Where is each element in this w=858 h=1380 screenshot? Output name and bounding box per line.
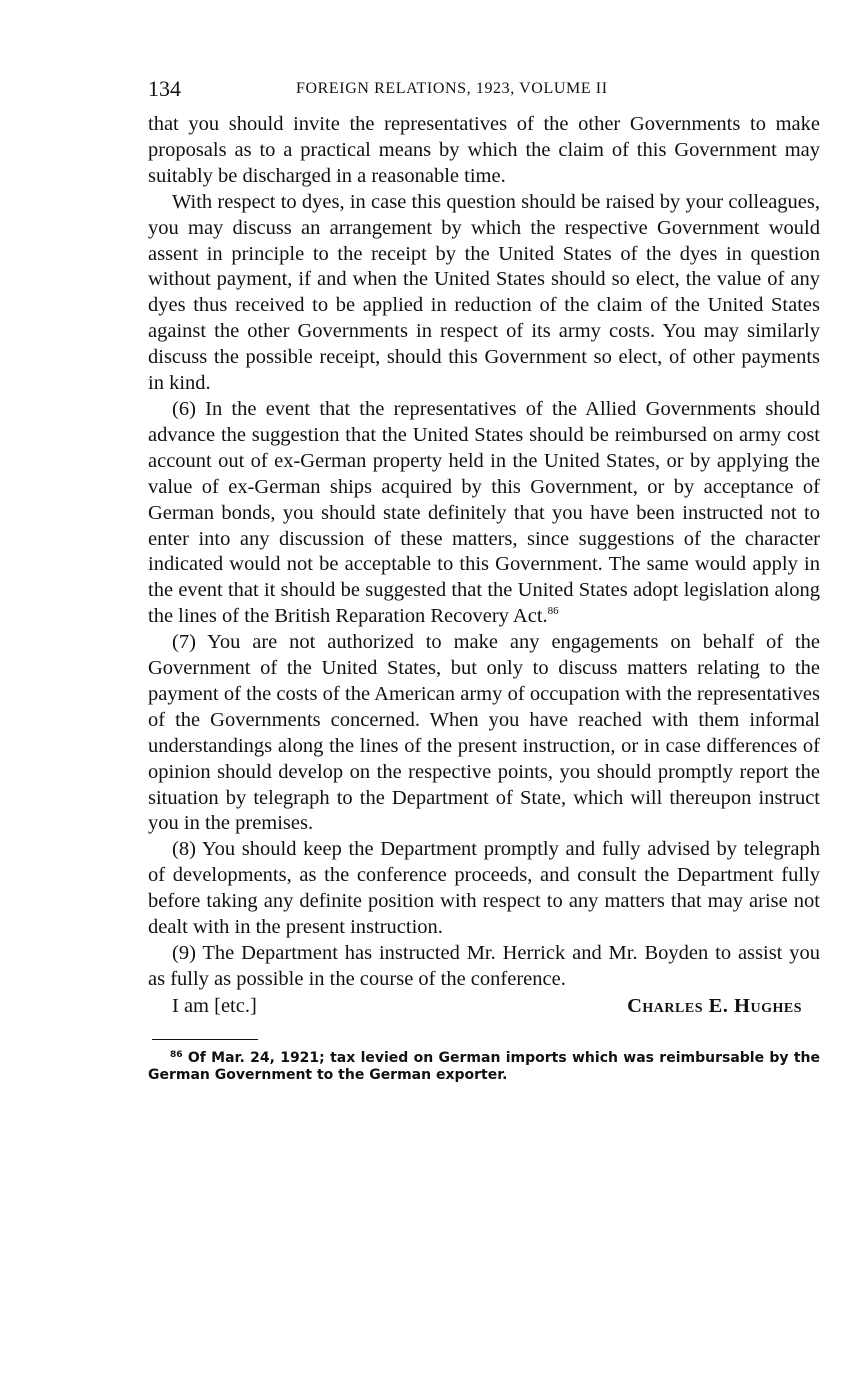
paragraph-6 [148, 397, 820, 630]
salutation: I am [etc.] [172, 994, 257, 1017]
body-text [148, 112, 820, 993]
footnote [148, 1050, 820, 1084]
footnote-reference: 86 [547, 605, 559, 618]
footnote-number: 86 [170, 1049, 183, 1060]
footnote-text: Of Mar. 24, 1921; tax levied on German imports which was reimbursable by the German Government to the German exporter. [148, 1049, 821, 1083]
paragraph-6-text: (6) In the event that the representatives of the Allied Governments should advance the suggestion that the United States should be reimbursed on army cost account out of ex-German property held in the United States, or by applying the value of ex-German ships acquired by this Government, or by acceptance of German bonds, you should state definitely that you have been instructed not to enter into any discussion of these matters, since suggestions of the character indicated would not be acceptable to this Government. The same would apply in the event that it should be suggested that the United States adopt legislation along the lines of the British Reparation Recovery Act. [148, 397, 820, 628]
paragraph-8: (8) You should keep the Department promptly and fully advised by telegraph of developments, as the conference proceeds, and consult the Department fully before taking any definite position with respect to any matters that may arise not dealt with in the present instruction. [148, 838, 820, 939]
running-header [148, 72, 820, 112]
running-header-title: FOREIGN RELATIONS, 1923, VOLUME II [296, 80, 608, 97]
page-number: 134 [148, 76, 181, 101]
footnote-divider [152, 1039, 258, 1040]
paragraph-9: (9) The Department has instructed Mr. Herrick and Mr. Boyden to assist you as fully as possible in the course of the conference. [148, 942, 820, 990]
paragraph-7: (7) You are not authorized to make any engagements on behalf of the Government of the United States, but only to discuss matters relating to the payment of the costs of the American army of occupation with the representatives of the Governments concerned. When you have reached with them informal understandings along the lines of the present instruction, or in case differences of opinion should develop on the respective points, you should promptly report the situation by telegraph to the Department of State, which will thereupon instruct you in the premises. [148, 631, 820, 835]
signature: Charles E. Hughes [627, 994, 802, 1017]
closing-line [148, 993, 820, 1019]
paragraph-dyes: With respect to dyes, in case this question should be raised by your colleagues, you may discuss an arrangement by which the respective Government would assent in principle to the receipt by the United States of the dyes in question without payment, if and when the United States should so elect, the value of any dyes thus received to be applied in reduction of the claim of the United States against the other Governments in respect of its army costs. You may similarly discuss the possible receipt, should this Government so elect, of other payments in kind. [148, 190, 820, 395]
paragraph-continuation: that you should invite the representatives of the other Governments to make proposals as to a practical means by which the claim of this Government may suitably be discharged in a reasonable time. [148, 113, 820, 187]
document-page [148, 72, 820, 1084]
